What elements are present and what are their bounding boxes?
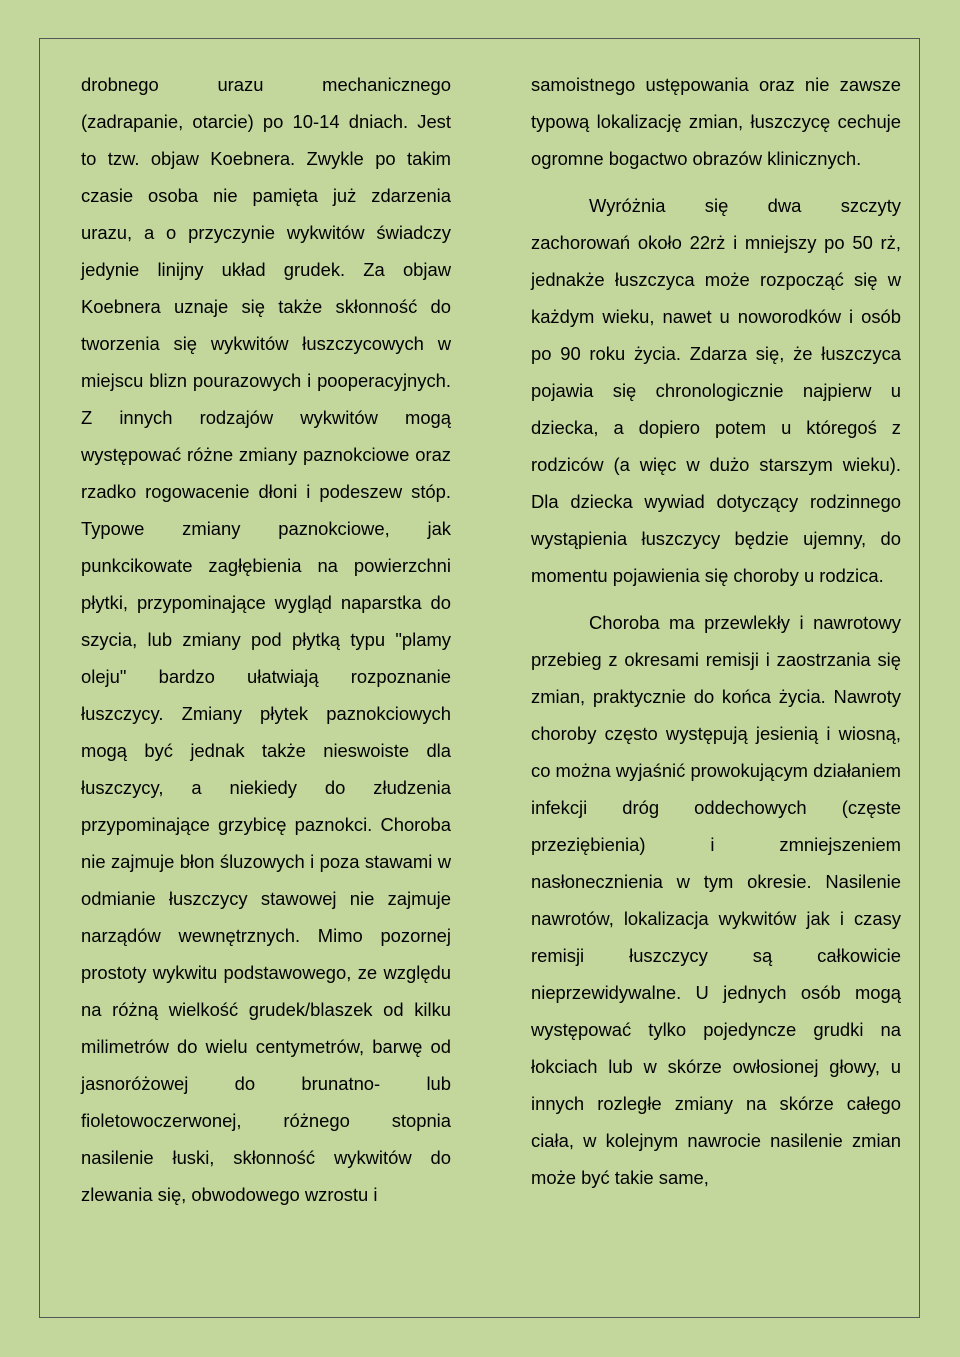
paragraph-right-1: samoistnego ustępowania oraz nie zawsze typową lokalizację zmian, łuszczycę cechuje ogromne bogactwo obrazów klinicznych. bbox=[531, 74, 901, 169]
left-text-column bbox=[81, 66, 451, 1213]
paragraph-left-1: drobnego urazu mechanicznego (zadrapanie, otarcie) po 10-14 dniach. Jest to tzw. objaw Koebnera. Zwykle po takim czasie osoba nie pamięta już zdarzenia urazu, a o przyczynie wykwitów świadczy jedynie linijny układ grudek. Za objaw Koebnera uznaje się także skłonność do tworzenia się wykwitów łuszczycowych w miejscu blizn pourazowych i pooperacyjnych. Z innych rodzajów wykwitów mogą występować różne zmiany paznokciowe oraz rzadko rogowacenie dłoni i podeszew stóp. Typowe zmiany paznokciowe, jak punkcikowate zagłębienia na powierzchni płytki, przypominające wygląd naparstka do szycia, lub zmiany pod płytką typu "plamy oleju" bardzo ułatwiają rozpoznanie łuszczycy. Zmiany płytek paznokciowych mogą być jednak także nieswoiste dla łuszczycy, a niekiedy do złudzenia przypominające grzybicę paznokci. Choroba nie zajmuje błon śluzowych i poza stawami w odmianie łuszczycy stawowej nie zajmuje narządów wewnętrznych. Mimo pozornej prostoty wykwitu podstawowego, ze względu na różną wielkość grudek/blaszek od kilku milimetrów do wielu centymetrów, barwę od jasnoróżowej do brunatno- lub fioletowoczerwonej, różnego stopnia nasilenie łuski, skłonność wykwitów do zlewania się, obwodowego wzrostu i bbox=[81, 74, 451, 1205]
paragraph-right-2: Wyróżnia się dwa szczyty zachorowań około 22rż i mniejszy po 50 rż, jednakże łuszczyca może rozpocząć się w każdym wieku, nawet u noworodków i osób po 90 roku życia. Zdarza się, że łuszczyca pojawia się chronologicznie najpierw u dziecka, a dopiero potem u któregoś z rodziców (a więc w dużo starszym wieku). Dla dziecka wywiad dotyczący rodzinnego wystąpienia łuszczycy będzie ujemny, do momentu pojawienia się choroby u rodzica. bbox=[531, 195, 901, 586]
paragraph-right-3: Choroba ma przewlekły i nawrotowy przebieg z okresami remisji i zaostrzania się zmian, praktycznie do końca życia. Nawroty choroby często występują jesienią i wiosną, co można wyjaśnić prowokującym działaniem infekcji dróg oddechowych (częste przeziębienia) i zmniejszeniem nasłonecznienia w tym okresie. Nasilenie nawrotów, lokalizacja wykwitów jak i czasy remisji łuszczycy są całkowicie nieprzewidywalne. U jednych osób mogą występować tylko pojedyncze grudki na łokciach lub w skórze owłosionej głowy, u innych rozległe zmiany na skórze całego ciała, w kolejnym nawrocie nasilenie zmian może być takie same, bbox=[531, 612, 902, 1188]
right-text-column bbox=[531, 66, 901, 1196]
